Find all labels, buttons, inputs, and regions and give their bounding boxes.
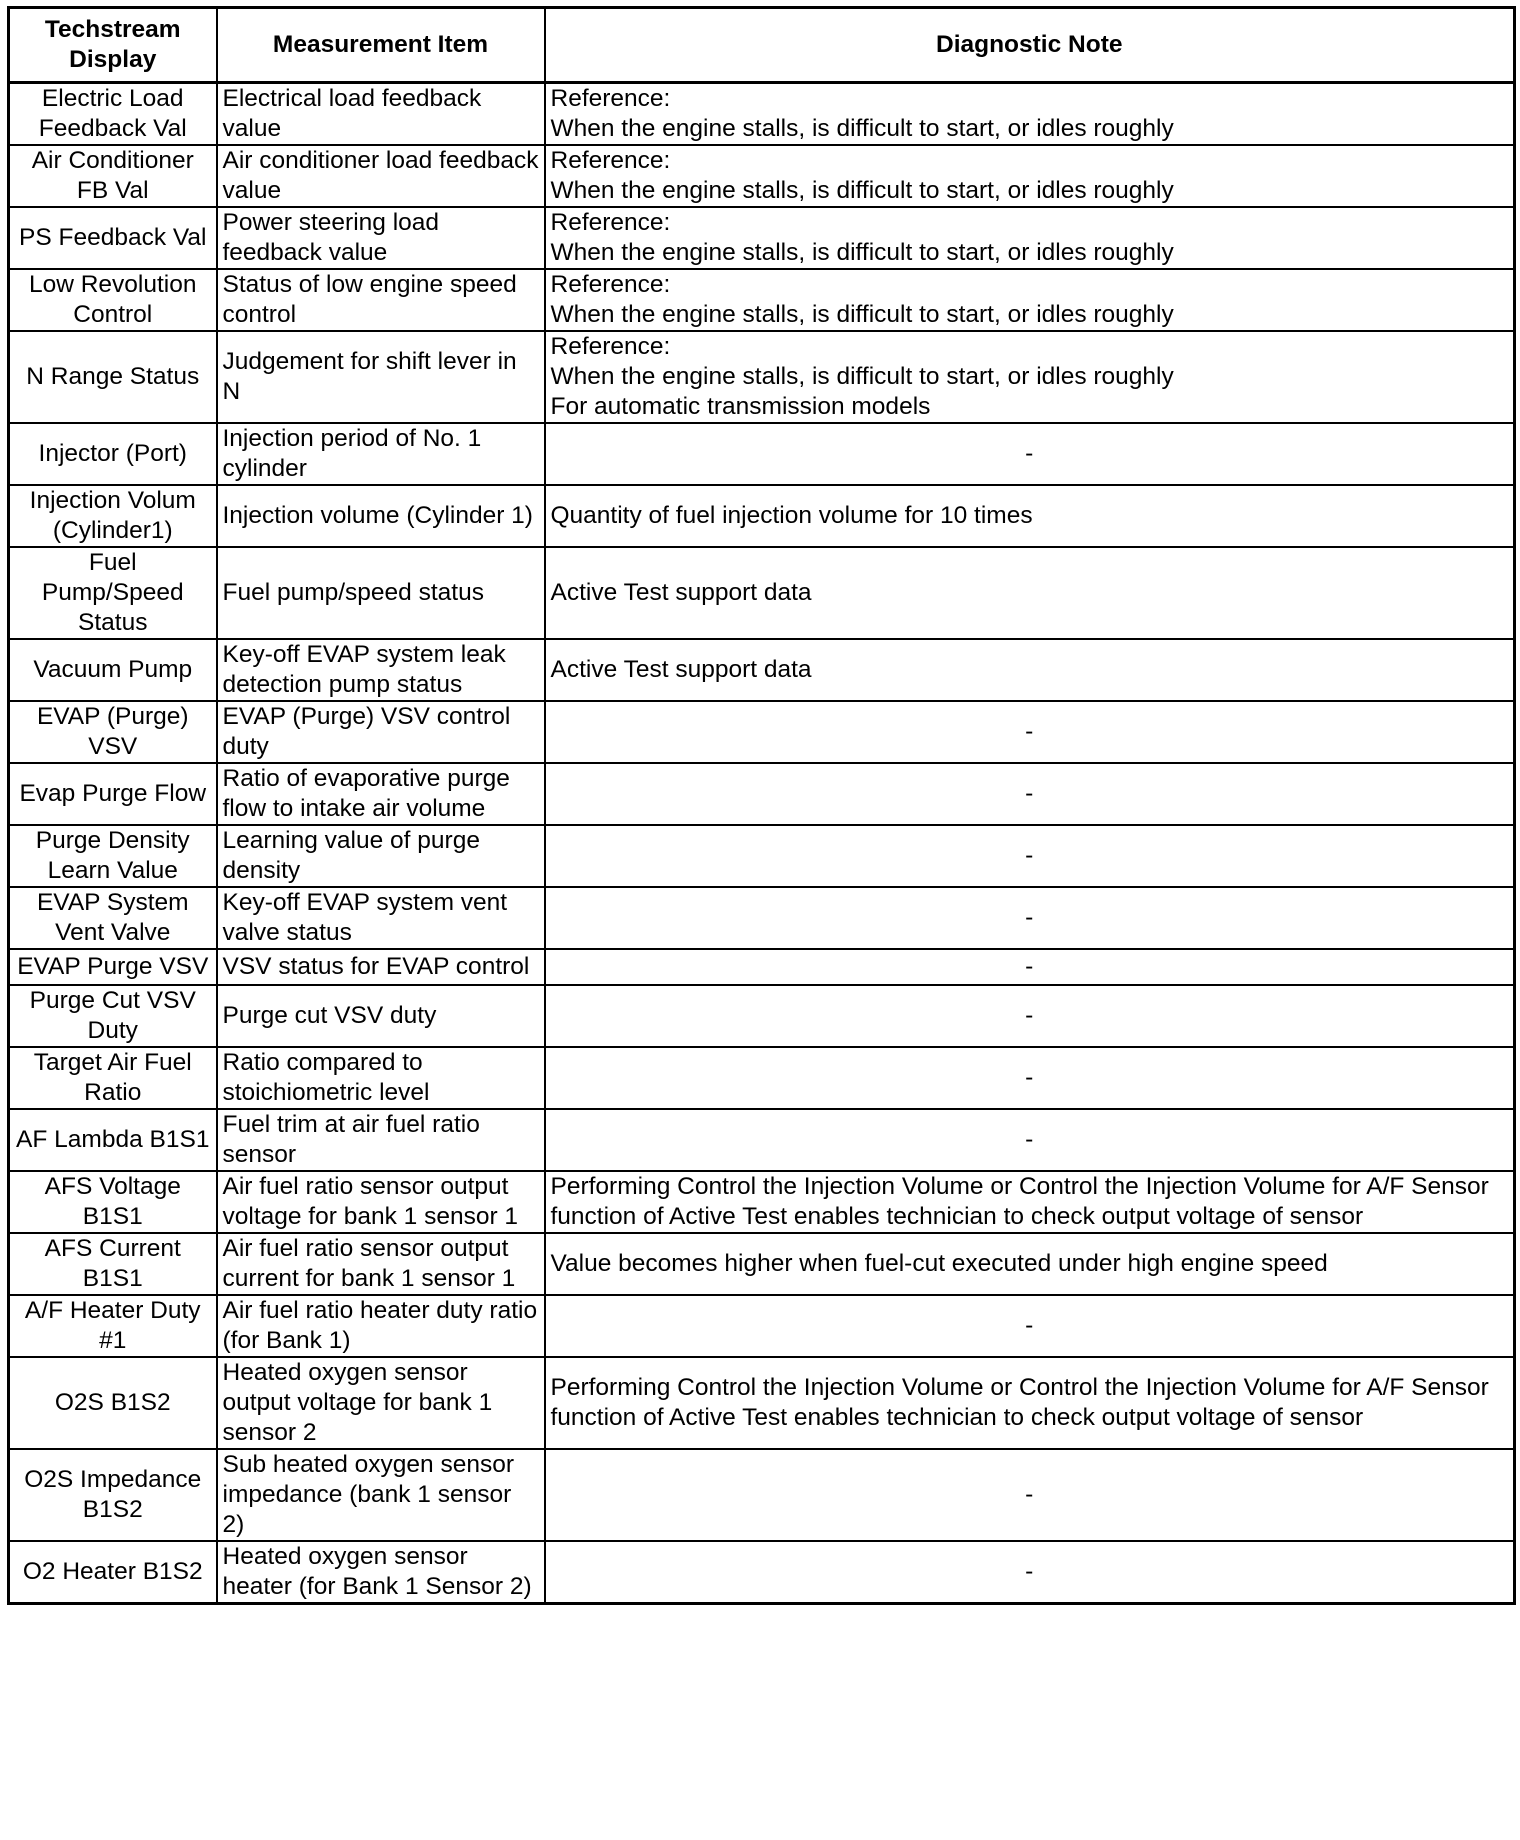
- table-row: [9, 547, 1515, 639]
- table-row: [9, 83, 1515, 146]
- data-list-table: [7, 6, 1516, 1605]
- cell-measurement-item: EVAP (Purge) VSV control duty: [217, 701, 545, 763]
- table-row: [9, 1541, 1515, 1604]
- cell-diagnostic-note: [545, 639, 1515, 701]
- cell-techstream-display: Purge Cut VSV Duty: [9, 985, 217, 1047]
- cell-techstream-display: Injector (Port): [9, 423, 217, 485]
- cell-diagnostic-note: [545, 1541, 1515, 1604]
- cell-diagnostic-note: [545, 887, 1515, 949]
- diagnostic-note-line: -: [1025, 1064, 1034, 1091]
- cell-techstream-display: AFS Voltage B1S1: [9, 1171, 217, 1233]
- cell-techstream-display: Vacuum Pump: [9, 639, 217, 701]
- cell-measurement-item: Heated oxygen sensor output voltage for bank 1 sensor 2: [217, 1357, 545, 1449]
- table-row: [9, 949, 1515, 985]
- table-row: [9, 423, 1515, 485]
- cell-measurement-item: Key-off EVAP system vent valve status: [217, 887, 545, 949]
- table-row: [9, 1357, 1515, 1449]
- cell-diagnostic-note: [545, 825, 1515, 887]
- diagnostic-note-line: Quantity of fuel injection volume for 10 times: [550, 502, 1033, 529]
- cell-diagnostic-note: [545, 1109, 1515, 1171]
- cell-techstream-display: EVAP System Vent Valve: [9, 887, 217, 949]
- table-row: [9, 145, 1515, 207]
- cell-techstream-display: Air Conditioner FB Val: [9, 145, 217, 207]
- cell-techstream-display: Fuel Pump/Speed Status: [9, 547, 217, 639]
- diagnostic-note-line: -: [1025, 1126, 1034, 1153]
- diagnostic-note-line: Value becomes higher when fuel-cut executed under high engine speed: [550, 1250, 1328, 1277]
- diagnostic-note-line: Reference:: [550, 271, 671, 298]
- cell-techstream-display: O2S B1S2: [9, 1357, 217, 1449]
- cell-measurement-item: Injection volume (Cylinder 1): [217, 485, 545, 547]
- diagnostic-note-line: When the engine stalls, is difficult to start, or idles roughly: [550, 301, 1174, 328]
- cell-diagnostic-note: [545, 331, 1515, 423]
- cell-diagnostic-note: [545, 1233, 1515, 1295]
- cell-measurement-item: Judgement for shift lever in N: [217, 331, 545, 423]
- header-measurement-item: Measurement Item: [217, 8, 545, 83]
- table-row: [9, 1233, 1515, 1295]
- cell-techstream-display: AF Lambda B1S1: [9, 1109, 217, 1171]
- cell-techstream-display: AFS Current B1S1: [9, 1233, 217, 1295]
- diagnostic-note-line: Active Test support data: [550, 656, 812, 683]
- cell-measurement-item: Fuel trim at air fuel ratio sensor: [217, 1109, 545, 1171]
- diagnostic-note-line: Performing Control the Injection Volume or Control the Injection Volume for A/F Sensor function of Active Test enables technician to check output voltage of sensor: [550, 1374, 1489, 1431]
- diagnostic-note-line: -: [1025, 1312, 1034, 1339]
- table-row: [9, 485, 1515, 547]
- table-row: [9, 887, 1515, 949]
- cell-techstream-display: O2 Heater B1S2: [9, 1541, 217, 1604]
- header-techstream-display: Techstream Display: [9, 8, 217, 83]
- cell-diagnostic-note: [545, 485, 1515, 547]
- cell-techstream-display: Target Air Fuel Ratio: [9, 1047, 217, 1109]
- diagnostic-note-line: -: [1025, 780, 1034, 807]
- table-row: [9, 1449, 1515, 1541]
- diagnostic-note-line: When the engine stalls, is difficult to start, or idles roughly: [550, 115, 1174, 142]
- diagnostic-note-line: -: [1025, 718, 1034, 745]
- diagnostic-note-line: -: [1025, 440, 1034, 467]
- diagnostic-note-line: Reference:: [550, 147, 671, 174]
- diagnostic-note-line: When the engine stalls, is difficult to start, or idles roughly: [550, 177, 1174, 204]
- cell-measurement-item: Heated oxygen sensor heater (for Bank 1 Sensor 2): [217, 1541, 545, 1604]
- table-row: [9, 1295, 1515, 1357]
- cell-techstream-display: Electric Load Feedback Val: [9, 83, 217, 146]
- cell-measurement-item: Fuel pump/speed status: [217, 547, 545, 639]
- cell-diagnostic-note: [545, 423, 1515, 485]
- cell-measurement-item: Purge cut VSV duty: [217, 985, 545, 1047]
- cell-measurement-item: Power steering load feedback value: [217, 207, 545, 269]
- table-row: [9, 1047, 1515, 1109]
- diagnostic-note-line: Performing Control the Injection Volume or Control the Injection Volume for A/F Sensor function of Active Test enables technician to check output voltage of sensor: [550, 1173, 1489, 1230]
- cell-measurement-item: Electrical load feedback value: [217, 83, 545, 146]
- table-row: [9, 825, 1515, 887]
- cell-techstream-display: N Range Status: [9, 331, 217, 423]
- cell-diagnostic-note: [545, 985, 1515, 1047]
- diagnostic-note-line: Active Test support data: [550, 579, 812, 606]
- cell-measurement-item: Learning value of purge density: [217, 825, 545, 887]
- cell-measurement-item: Air fuel ratio heater duty ratio (for Bank 1): [217, 1295, 545, 1357]
- table-row: [9, 1109, 1515, 1171]
- cell-techstream-display: PS Feedback Val: [9, 207, 217, 269]
- cell-techstream-display: EVAP (Purge) VSV: [9, 701, 217, 763]
- cell-techstream-display: Low Revolution Control: [9, 269, 217, 331]
- cell-diagnostic-note: [545, 949, 1515, 985]
- diagnostic-note-line: Reference:: [550, 333, 671, 360]
- cell-measurement-item: VSV status for EVAP control: [217, 949, 545, 985]
- cell-techstream-display: Evap Purge Flow: [9, 763, 217, 825]
- cell-measurement-item: Sub heated oxygen sensor impedance (bank 1 sensor 2): [217, 1449, 545, 1541]
- diagnostic-note-line: -: [1025, 953, 1034, 980]
- cell-diagnostic-note: [545, 1357, 1515, 1449]
- cell-measurement-item: Air fuel ratio sensor output current for bank 1 sensor 1: [217, 1233, 545, 1295]
- cell-techstream-display: Purge Density Learn Value: [9, 825, 217, 887]
- cell-diagnostic-note: [545, 547, 1515, 639]
- table-row: [9, 985, 1515, 1047]
- table-body: [9, 83, 1515, 1604]
- cell-techstream-display: Injection Volum (Cylinder1): [9, 485, 217, 547]
- cell-diagnostic-note: [545, 1047, 1515, 1109]
- cell-diagnostic-note: [545, 701, 1515, 763]
- table-row: [9, 639, 1515, 701]
- diagnostic-note-line: When the engine stalls, is difficult to start, or idles roughly: [550, 239, 1174, 266]
- cell-diagnostic-note: [545, 83, 1515, 146]
- cell-measurement-item: Key-off EVAP system leak detection pump status: [217, 639, 545, 701]
- cell-measurement-item: Air fuel ratio sensor output voltage for bank 1 sensor 1: [217, 1171, 545, 1233]
- cell-measurement-item: Status of low engine speed control: [217, 269, 545, 331]
- cell-measurement-item: Injection period of No. 1 cylinder: [217, 423, 545, 485]
- table-row: [9, 331, 1515, 423]
- cell-diagnostic-note: [545, 1295, 1515, 1357]
- table-row: [9, 207, 1515, 269]
- diagnostic-note-line: -: [1025, 842, 1034, 869]
- diagnostic-note-line: Reference:: [550, 85, 671, 112]
- cell-diagnostic-note: [545, 145, 1515, 207]
- cell-measurement-item: Air conditioner load feedback value: [217, 145, 545, 207]
- table-row: [9, 269, 1515, 331]
- cell-measurement-item: Ratio of evaporative purge flow to intake air volume: [217, 763, 545, 825]
- diagnostic-note-line: -: [1025, 1481, 1034, 1508]
- cell-techstream-display: O2S Impedance B1S2: [9, 1449, 217, 1541]
- cell-diagnostic-note: [545, 269, 1515, 331]
- diagnostic-note-line: -: [1025, 904, 1034, 931]
- cell-measurement-item: Ratio compared to stoichiometric level: [217, 1047, 545, 1109]
- table-row: [9, 763, 1515, 825]
- table-row: [9, 701, 1515, 763]
- diagnostic-note-line: -: [1025, 1002, 1034, 1029]
- diagnostic-note-line: Reference:: [550, 209, 671, 236]
- diagnostic-note-line: -: [1025, 1558, 1034, 1585]
- diagnostic-note-line: For automatic transmission models: [550, 393, 931, 420]
- header-diagnostic-note: Diagnostic Note: [545, 8, 1515, 83]
- cell-diagnostic-note: [545, 1449, 1515, 1541]
- table-row: [9, 1171, 1515, 1233]
- cell-diagnostic-note: [545, 763, 1515, 825]
- cell-diagnostic-note: [545, 207, 1515, 269]
- cell-diagnostic-note: [545, 1171, 1515, 1233]
- cell-techstream-display: EVAP Purge VSV: [9, 949, 217, 985]
- diagnostic-note-line: When the engine stalls, is difficult to start, or idles roughly: [550, 363, 1174, 390]
- table-header-row: [9, 8, 1515, 83]
- cell-techstream-display: A/F Heater Duty #1: [9, 1295, 217, 1357]
